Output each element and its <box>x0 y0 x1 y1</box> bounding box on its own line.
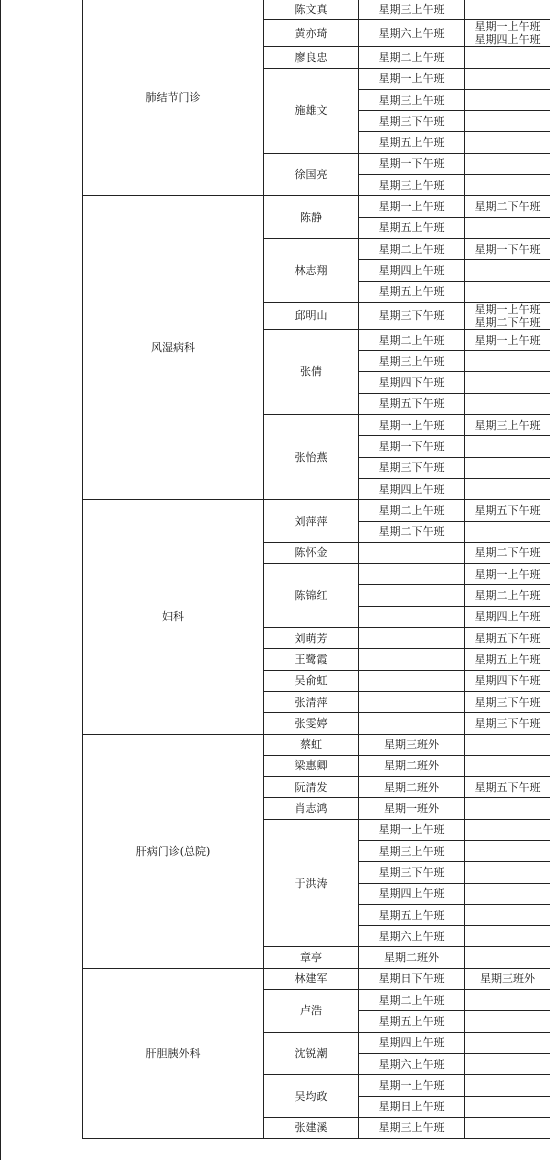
schedule-extra-cell <box>465 436 550 457</box>
schedule-table <box>82 0 550 1139</box>
schedule-extra-cell <box>465 542 550 563</box>
doctor-name: 邱明山 <box>264 302 359 329</box>
schedule-extra-cell <box>465 196 550 217</box>
schedule-extra-cell <box>465 1096 550 1117</box>
schedule-cell: 星期三上午班 <box>359 351 465 372</box>
schedule-extra-line: 星期三班外 <box>480 972 535 986</box>
schedule-extra-cell <box>465 1032 550 1053</box>
schedule-cell: 星期六上午班 <box>359 926 465 947</box>
schedule-extra-cell <box>465 47 550 68</box>
schedule-extra-line: 星期五下午班 <box>474 631 541 645</box>
doctor-name: 施雄文 <box>264 68 359 153</box>
schedule-extra-cell <box>465 457 550 478</box>
schedule-extra-cell <box>465 585 550 606</box>
doctor-name: 陈文真 <box>264 0 359 20</box>
schedule-cell: 星期二上午班 <box>359 500 465 521</box>
schedule-cell: 星期四下午班 <box>359 372 465 393</box>
schedule-cell <box>359 691 465 712</box>
schedule-extra-cell <box>465 691 550 712</box>
schedule-cell: 星期五上午班 <box>359 281 465 302</box>
schedule-cell: 星期四上午班 <box>359 883 465 904</box>
doctor-name: 林建军 <box>264 968 359 989</box>
schedule-cell: 星期二上午班 <box>359 990 465 1011</box>
doctor-name: 卢浩 <box>264 990 359 1033</box>
schedule-cell: 星期日下午班 <box>359 968 465 989</box>
schedule-extra-line: 星期四下午班 <box>474 674 541 688</box>
schedule-cell: 星期四上午班 <box>359 478 465 499</box>
schedule-extra-cell <box>465 372 550 393</box>
schedule-cell: 星期五上午班 <box>359 217 465 238</box>
schedule-extra-cell <box>465 175 550 196</box>
schedule-cell: 星期六上午班 <box>359 1053 465 1074</box>
schedule-extra-line: 星期二上午班 <box>474 589 541 603</box>
doctor-name: 吴均政 <box>264 1075 359 1118</box>
doctor-name: 吴俞虹 <box>264 670 359 691</box>
schedule-cell: 星期一上午班 <box>359 415 465 436</box>
schedule-cell: 星期二上午班 <box>359 47 465 68</box>
doctor-name: 张雯婷 <box>264 713 359 734</box>
doctor-name: 张建溪 <box>264 1117 359 1138</box>
schedule-cell: 星期三上午班 <box>359 840 465 861</box>
schedule-extra-cell <box>465 153 550 174</box>
schedule-extra-cell <box>465 478 550 499</box>
schedule-extra-cell <box>465 819 550 840</box>
doctor-name: 陈怀金 <box>264 542 359 563</box>
doctor-name: 蔡虹 <box>264 734 359 755</box>
schedule-cell: 星期一下午班 <box>359 436 465 457</box>
schedule-extra-cell <box>465 883 550 904</box>
schedule-extra-cell <box>465 351 550 372</box>
doctor-name: 张怡燕 <box>264 415 359 500</box>
schedule-extra-line: 星期三下午班 <box>474 716 541 730</box>
schedule-cell: 星期一下午班 <box>359 153 465 174</box>
schedule-extra-line: 星期三上午班 <box>474 418 541 432</box>
schedule-cell <box>359 564 465 585</box>
schedule-extra-cell <box>465 1011 550 1032</box>
schedule-cell: 星期二上午班 <box>359 238 465 259</box>
doctor-name: 廖良忠 <box>264 47 359 68</box>
schedule-extra-cell <box>465 20 550 47</box>
schedule-cell <box>359 670 465 691</box>
schedule-extra-cell <box>465 68 550 89</box>
schedule-cell: 星期三下午班 <box>359 862 465 883</box>
department-name: 肝病门诊(总院) <box>83 734 264 968</box>
doctor-name: 梁惠卿 <box>264 755 359 776</box>
schedule-extra-cell <box>465 777 550 798</box>
schedule-extra-cell <box>465 0 550 20</box>
schedule-extra-cell <box>465 415 550 436</box>
doctor-name: 沈锐潮 <box>264 1032 359 1075</box>
schedule-cell: 星期二上午班 <box>359 329 465 350</box>
schedule-cell: 星期五上午班 <box>359 132 465 153</box>
schedule-cell: 星期四上午班 <box>359 260 465 281</box>
schedule-cell: 星期二班外 <box>359 947 465 968</box>
schedule-cell: 星期五上午班 <box>359 1011 465 1032</box>
schedule-extra-line: 星期五下午班 <box>474 780 541 794</box>
doctor-name: 章亭 <box>264 947 359 968</box>
schedule-extra-cell <box>465 734 550 755</box>
doctor-name: 刘萍萍 <box>264 500 359 543</box>
doctor-name: 陈静 <box>264 196 359 239</box>
schedule-table-body <box>83 0 550 1139</box>
schedule-extra-line: 星期五上午班 <box>474 652 541 666</box>
doctor-name: 阮清发 <box>264 777 359 798</box>
doctor-name: 张清萍 <box>264 691 359 712</box>
schedule-cell: 星期三上午班 <box>359 175 465 196</box>
doctor-name: 刘萌芳 <box>264 628 359 649</box>
doctor-name: 肖志鸿 <box>264 798 359 819</box>
schedule-extra-line: 星期二下午班 <box>474 315 541 329</box>
schedule-cell: 星期三上午班 <box>359 0 465 20</box>
table-row <box>83 968 550 989</box>
schedule-extra-cell <box>465 111 550 132</box>
schedule-cell <box>359 606 465 627</box>
schedule-extra-cell <box>465 1075 550 1096</box>
schedule-cell: 星期一上午班 <box>359 68 465 89</box>
schedule-cell: 星期六上午班 <box>359 20 465 47</box>
schedule-extra-line: 星期一上午班 <box>474 302 541 316</box>
table-row <box>83 500 550 521</box>
schedule-extra-cell <box>465 302 550 329</box>
schedule-cell: 星期三上午班 <box>359 89 465 110</box>
department-name: 肺结节门诊 <box>83 0 264 196</box>
schedule-cell <box>359 628 465 649</box>
schedule-extra-cell <box>465 281 550 302</box>
schedule-cell: 星期一上午班 <box>359 196 465 217</box>
schedule-extra-cell <box>465 393 550 414</box>
doctor-name: 林志翔 <box>264 238 359 302</box>
schedule-extra-cell <box>465 132 550 153</box>
schedule-extra-cell <box>465 798 550 819</box>
schedule-extra-cell <box>465 947 550 968</box>
schedule-extra-cell <box>465 1053 550 1074</box>
department-name: 风湿病科 <box>83 196 264 500</box>
left-border-line <box>0 0 1 1160</box>
schedule-extra-cell <box>465 904 550 925</box>
department-name: 肝胆胰外科 <box>83 968 264 1138</box>
table-row <box>83 196 550 217</box>
schedule-cell: 星期二下午班 <box>359 521 465 542</box>
schedule-cell: 星期二班外 <box>359 755 465 776</box>
schedule-cell: 星期一上午班 <box>359 819 465 840</box>
schedule-cell: 星期三下午班 <box>359 111 465 132</box>
schedule-cell <box>359 542 465 563</box>
schedule-extra-cell <box>465 862 550 883</box>
schedule-extra-cell <box>465 670 550 691</box>
schedule-cell: 星期日上午班 <box>359 1096 465 1117</box>
schedule-cell: 星期三下午班 <box>359 302 465 329</box>
doctor-name: 黄亦琦 <box>264 20 359 47</box>
schedule-extra-cell <box>465 217 550 238</box>
schedule-extra-cell <box>465 89 550 110</box>
schedule-extra-cell <box>465 840 550 861</box>
schedule-extra-cell <box>465 238 550 259</box>
schedule-cell: 星期一班外 <box>359 798 465 819</box>
doctor-name: 陈锦红 <box>264 564 359 628</box>
doctor-name: 王鹭霞 <box>264 649 359 670</box>
schedule-extra-cell <box>465 260 550 281</box>
schedule-extra-cell <box>465 564 550 585</box>
schedule-extra-cell <box>465 500 550 521</box>
schedule-extra-line: 星期二下午班 <box>474 546 541 560</box>
schedule-cell: 星期三上午班 <box>359 1117 465 1138</box>
schedule-extra-line: 星期五下午班 <box>474 503 541 517</box>
schedule-cell <box>359 649 465 670</box>
schedule-extra-line: 星期四上午班 <box>474 610 541 624</box>
schedule-extra-cell <box>465 521 550 542</box>
schedule-extra-line: 星期一下午班 <box>474 242 541 256</box>
schedule-extra-cell <box>465 713 550 734</box>
schedule-extra-cell <box>465 1117 550 1138</box>
schedule-extra-cell <box>465 926 550 947</box>
schedule-extra-line: 星期三下午班 <box>474 695 541 709</box>
schedule-cell: 星期一上午班 <box>359 1075 465 1096</box>
department-name: 妇科 <box>83 500 264 734</box>
schedule-extra-cell <box>465 755 550 776</box>
schedule-extra-cell <box>465 968 550 989</box>
schedule-cell <box>359 713 465 734</box>
schedule-extra-cell <box>465 628 550 649</box>
schedule-cell: 星期四上午班 <box>359 1032 465 1053</box>
schedule-cell: 星期三班外 <box>359 734 465 755</box>
schedule-extra-line: 星期四上午班 <box>474 33 541 47</box>
schedule-cell: 星期五下午班 <box>359 393 465 414</box>
schedule-cell: 星期三下午班 <box>359 457 465 478</box>
table-row <box>83 734 550 755</box>
table-row <box>83 0 550 20</box>
schedule-cell <box>359 585 465 606</box>
schedule-cell: 星期五上午班 <box>359 904 465 925</box>
doctor-name: 徐国亮 <box>264 153 359 196</box>
schedule-extra-line: 星期一上午班 <box>474 333 541 347</box>
doctor-name: 于洪涛 <box>264 819 359 947</box>
schedule-extra-cell <box>465 606 550 627</box>
schedule-extra-cell <box>465 329 550 350</box>
schedule-extra-line: 星期一上午班 <box>474 567 541 581</box>
schedule-extra-cell <box>465 649 550 670</box>
schedule-extra-line: 星期二下午班 <box>474 200 541 214</box>
schedule-cell: 星期二班外 <box>359 777 465 798</box>
doctor-name: 张倩 <box>264 329 359 414</box>
schedule-extra-cell <box>465 990 550 1011</box>
schedule-extra-line: 星期一上午班 <box>474 20 541 34</box>
